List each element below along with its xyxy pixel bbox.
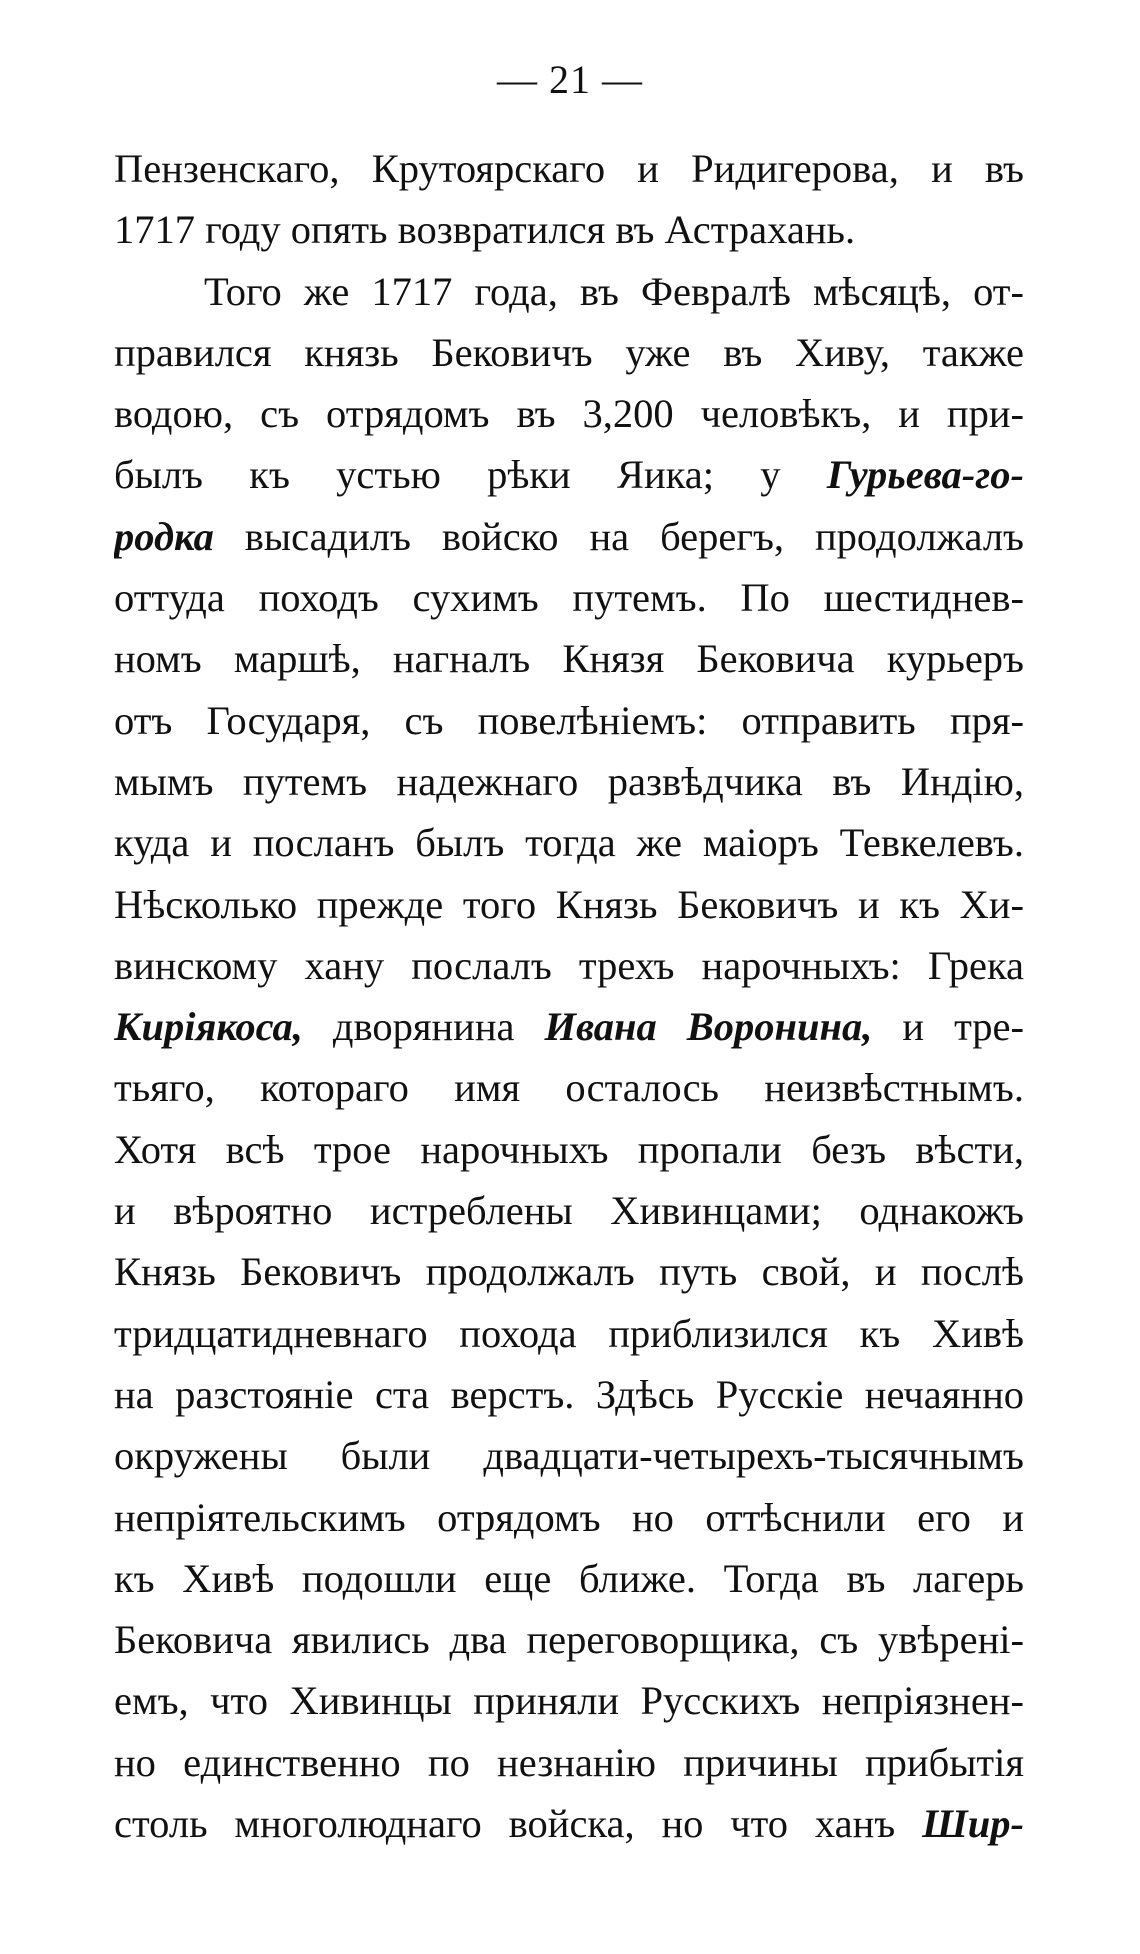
italic-text: Кирiякоса, [114,1004,303,1050]
text-segment: столь многолюднаго войска, но что ханъ [114,1801,923,1847]
body-text [114,138,1024,1854]
text-segment: высадилъ войско на берегъ, продолжалъ [213,513,1024,559]
text-line: но единственно по незнанiю причины прибытiя [114,1739,1024,1785]
text-line: тридцатидневнаго похода приблизился къ Хивѣ [114,1310,1024,1356]
text-segment: былъ къ устью рѣки Яика; у [114,452,827,498]
text-line: Пензенскаго, Крутоярскаго и Ридигерова, и въ [114,146,1024,191]
text-line [114,1793,1024,1854]
italic-text: Гурьева-го- [826,452,1024,498]
text-line: емъ, что Хивинцы приняли Русскихъ непрiязнен- [114,1678,1024,1724]
text-line: Нѣсколько прежде того Князь Бековичъ и къ Хи- [114,881,1024,927]
text-line: Князь Бековичъ продолжалъ путь свой, и послѣ [114,1249,1024,1295]
text-line: мымъ путемъ надежнаго развѣдчика въ Индiю, [114,758,1024,804]
text-line: 1717 году опять возвратился въ Астрахань. [114,207,856,253]
text-line: Того же 1717 года, въ Февралѣ мѣсяцѣ, от- [204,268,1024,314]
text-segment: дворянина [302,1004,545,1050]
text-line: отъ Государя, съ повелѣнiемъ: отправить пря- [114,697,1024,743]
text-line: Хотя всѣ трое нарочныхъ пропали безъ вѣсти, [114,1126,1024,1172]
italic-text: родка [114,513,214,559]
text-line: правился князь Бековичъ уже въ Хиву, также [114,329,1024,375]
text-line: водою, съ отрядомъ въ 3,200 человѣкъ, и при- [114,391,1024,437]
text-line: оттуда походъ сухимъ путемъ. По шестиднев- [114,575,1024,621]
text-line: окружены были двадцати-четырехъ-тысячнымъ [114,1433,1024,1479]
text-line: на разстоянiе ста верстъ. Здѣсь Русскiе нечаянно [114,1371,1024,1417]
text-line: непрiятельскимъ отрядомъ но оттѣснили его и [114,1494,1024,1540]
text-line: тьяго, котораго имя осталось неизвѣстнымъ. [114,1065,1024,1111]
italic-text: Ивана Воронина, [544,1004,873,1050]
page-number: — 21 — [497,57,643,102]
text-line: куда и посланъ былъ тогда же маiоръ Тевкелевъ. [114,820,1024,866]
text-line: винскому хану послалъ трехъ нарочныхъ: Грека [114,942,1024,988]
text-segment: и тре- [872,1004,1024,1050]
text-line: Бековича явились два переговорщика, съ увѣренi- [114,1617,1024,1663]
text-line: и вѣроятно истреблены Хивинцами; однакожъ [114,1188,1024,1234]
text-line [114,506,1024,567]
text-line: номъ маршѣ, нагналъ Князя Бековича курьеръ [114,636,1024,682]
text-line [114,444,1024,505]
italic-text: Шир- [922,1801,1024,1847]
text-line [114,996,1024,1057]
text-line: къ Хивѣ подошли еще ближе. Тогда въ лагерь [114,1555,1024,1601]
